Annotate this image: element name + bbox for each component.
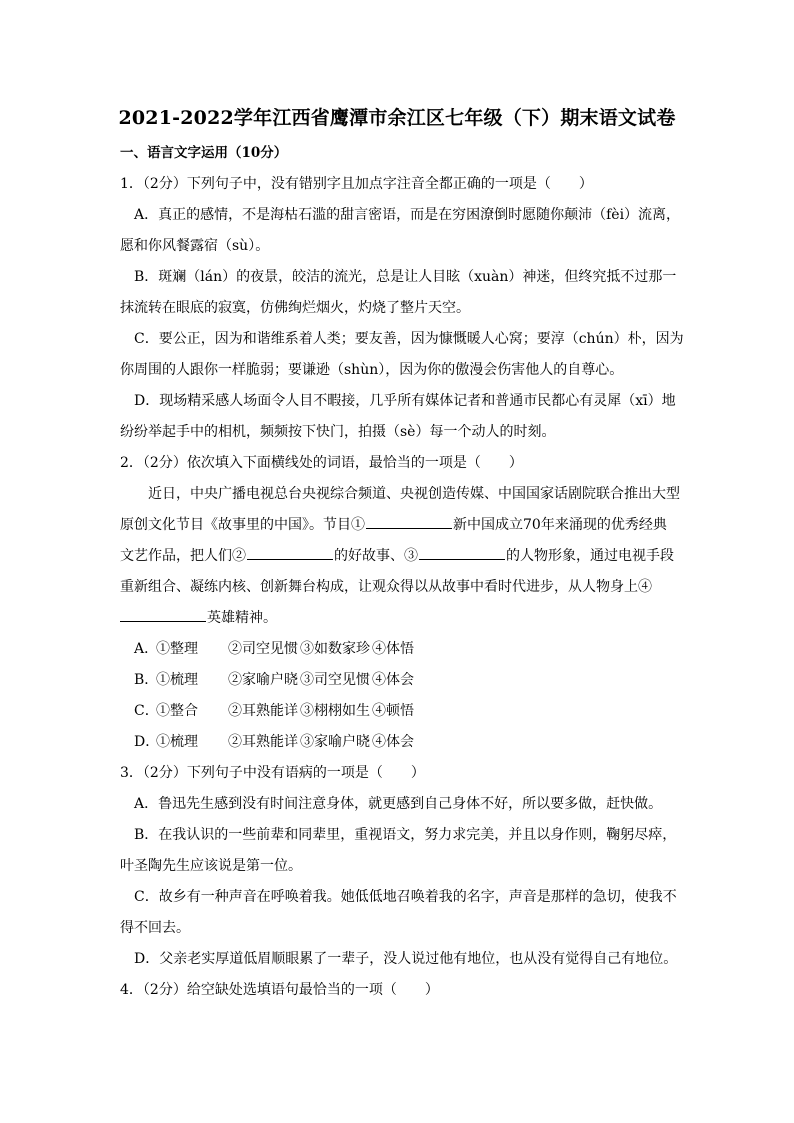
- question-3-option-b-line1: B．在我认识的一些前辈和同辈里，重视语文，努力求完美，并且以身作则，鞠躬尽瘁，: [134, 827, 677, 843]
- question-1-option-c-line2: 你周围的人跟你一样脆弱；要谦逊（shùn），因为你的傲漫会伤害他人的自尊心。: [120, 362, 624, 378]
- option-word: ②耳熟能详: [228, 734, 298, 750]
- option-word: ④顿悟: [372, 703, 414, 719]
- option-label: D．: [134, 734, 160, 750]
- question-1-option-b-line1: B．斑斓（lán）的夜景，皎洁的流光，总是让人目眩（xuàn）神迷，但终究抵不过那一: [134, 269, 677, 285]
- option-word: ③如数家珍: [300, 641, 370, 657]
- question-3-option-c-line2: 得不回去。: [120, 920, 190, 936]
- option-word: ③栩栩如生: [300, 703, 370, 719]
- question-3-option-c-line1: C．故乡有一种声音在呼唤着我。她低低地召唤着我的名字，声音是那样的急切，使我不: [134, 889, 677, 905]
- option-word: ④体会: [372, 734, 414, 750]
- option-word: ①梳理: [156, 734, 198, 750]
- option-label: C．: [134, 703, 159, 719]
- passage-text: 的人物形象，通过电视手段: [506, 548, 674, 564]
- question-2-passage-line2: [120, 510, 680, 541]
- passage-text: 原创文化节目《故事里的中国》。节目①: [120, 517, 365, 533]
- question-3-option-a-line1: A．鲁迅先生感到没有时间注意身体，就更感到自己身体不好，所以要多做，赶快做。: [134, 796, 663, 812]
- question-2-option-b: [120, 665, 680, 696]
- question-3-option-b-line2: 叶圣陶先生应该说是第一位。: [120, 858, 302, 874]
- question-2: [120, 448, 680, 758]
- question-1-option-d-line2: 纷纷举起手中的相机，频频按下快门，拍摄（sè）每一个动人的时刻。: [120, 424, 556, 440]
- fill-blank-4: [120, 605, 206, 622]
- question-1: [120, 169, 684, 448]
- option-word: ②家喻户晓: [228, 672, 298, 688]
- option-word: ①整合: [156, 703, 198, 719]
- question-1-stem: 1．（2分）下列句子中，没有错别字且加点字注音全都正确的一项是（ ）: [120, 176, 593, 192]
- question-2-option-d: [120, 727, 680, 758]
- fill-blank-1: [366, 512, 452, 529]
- option-label: B．: [134, 672, 159, 688]
- option-word: ①整理: [156, 641, 198, 657]
- question-1-option-c-line1: C．要公正，因为和谐维系着人类；要友善，因为慷慨暖人心窝；要淳（chún）朴，因为: [134, 331, 684, 347]
- option-label: A．: [134, 641, 159, 657]
- fill-blank-2: [247, 543, 333, 560]
- passage-text: 的好故事、③: [334, 548, 418, 564]
- question-1-option-b-line2: 抹流转在眼底的寂寞，仿佛绚烂烟火，灼烧了整片天空。: [120, 300, 470, 316]
- question-3-option-d-line1: D．父亲老实厚道低眉顺眼累了一辈子，没人说过他有地位，也从没有觉得自己有地位。: [134, 951, 678, 967]
- passage-text: 新中国成立70年来涌现的优秀经典: [453, 517, 667, 533]
- question-4: [120, 975, 680, 1006]
- option-word: ②司空见惯: [228, 641, 298, 657]
- exam-content: [120, 140, 684, 1006]
- question-2-option-c: [120, 696, 680, 727]
- question-2-passage-line1: 近日，中央广播电视总台央视综合频道、央视创造传媒、中国国家话剧院联合推出大型: [148, 486, 680, 502]
- option-word: ③司空见惯: [300, 672, 370, 688]
- question-2-passage-line4: 重新组合、凝练内核、创新舞台构成，让观众得以从故事中看时代进步，从人物身上④: [120, 579, 652, 595]
- fill-blank-3: [419, 543, 505, 560]
- question-1-option-d-line1: D．现场精采感人场面令人目不暇接，几乎所有媒体记者和普通市民都心有灵犀（xī）地: [134, 393, 676, 409]
- passage-text: 英雄精神。: [207, 610, 277, 626]
- question-2-option-a: [120, 634, 680, 665]
- option-word: ③家喻户晓: [300, 734, 370, 750]
- passage-text: 文艺作品，把人们②: [120, 548, 246, 564]
- option-word: ④体会: [372, 672, 414, 688]
- option-word: ②耳熟能详: [228, 703, 298, 719]
- question-2-passage-line3: [120, 541, 680, 572]
- section-heading: 一、语言文字运用（10分）: [120, 145, 288, 161]
- question-3-stem: 3．（2分）下列句子中没有语病的一项是（ ）: [120, 765, 425, 781]
- question-4-stem: 4．（2分）给空缺处选填语句最恰当的一项（ ）: [120, 982, 439, 998]
- question-2-stem: 2．（2分）依次填入下面横线处的词语，最恰当的一项是（ ）: [120, 455, 523, 471]
- option-word: ④体悟: [372, 641, 414, 657]
- option-word: ①梳理: [156, 672, 198, 688]
- question-3: [120, 758, 680, 975]
- question-1-option-a-line2: 愿和你风餐露宿（sù）。: [120, 238, 270, 254]
- question-1-option-a-line1: A．真正的感情，不是海枯石滥的甜言密语，而是在穷困潦倒时愿随你颠沛（fèi）流离，: [134, 207, 681, 223]
- question-2-passage-line5: [120, 603, 680, 634]
- exam-title: 2021-2022学年江西省鹰潭市余江区七年级（下）期末语文试卷: [118, 107, 676, 129]
